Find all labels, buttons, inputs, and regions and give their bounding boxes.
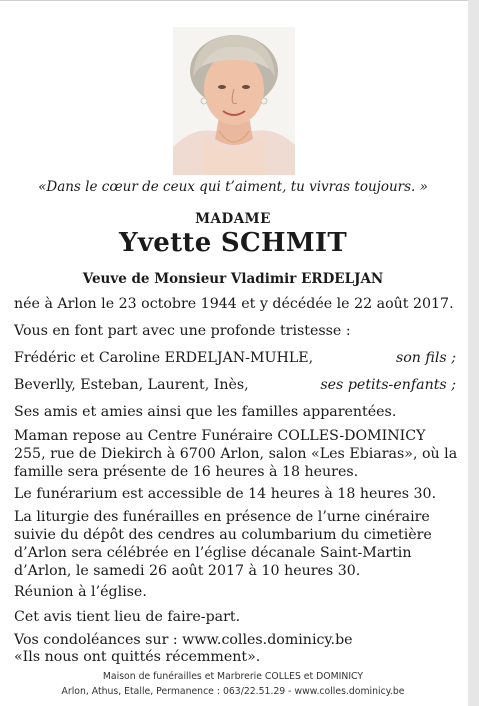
liturgy-line: La liturgie des funérailles en présence de l’urne cinéraire: [14, 509, 430, 525]
right-margin-bar: [468, 0, 479, 706]
liturgy-line: suivie du dépôt des cendres au columbarium du cimetière: [14, 527, 432, 543]
portrait-photo: [173, 27, 295, 175]
birth-death-line: née à Arlon le 23 octobre 1944 et y décédée le 22 août 2017.: [14, 296, 454, 312]
family-relation: son fils ;: [395, 350, 456, 366]
footer-contact: Arlon, Athus, Etalle, Permanence : 063/22.51.29 - www.colles.dominicy.be: [61, 686, 405, 697]
liturgy-paragraph: [14, 508, 464, 580]
rest-line: Maman repose au Centre Funéraire COLLES-DOMINICY: [14, 428, 426, 444]
rest-line: 255, rue de Diekirch à 6700 Arlon, salon «Les Ebiaras», où la: [14, 446, 458, 462]
family-relation: ses petits-enfants ;: [320, 377, 456, 393]
family-names: Frédéric et Caroline ERDELJAN-MUHLE,: [14, 350, 314, 366]
funerarium-line: Le funérarium est accessible de 14 heures à 18 heures 30.: [14, 486, 437, 502]
notice-line: Cet avis tient lieu de faire-part.: [14, 609, 241, 625]
liturgy-line: d’Arlon sera célébrée en l’église décanale Saint-Martin: [14, 545, 412, 561]
footer-company: Maison de funérailles et Marbrerie COLLES et DOMINICY: [102, 671, 364, 682]
rest-paragraph: [14, 427, 464, 481]
family-row: [14, 349, 456, 367]
family-names: Beverlly, Esteban, Laurent, Inès,: [14, 377, 249, 393]
epitaph-quote: «Dans le cœur de ceux qui t’aiment, tu vivras toujours. »: [38, 179, 428, 195]
announcement-line: Vous en font part avec une profonde tristesse :: [14, 323, 351, 339]
rest-line: famille sera présente de 16 heures à 18 heures.: [14, 464, 359, 480]
reunion-line: Réunion à l’église.: [14, 584, 147, 600]
condolences-line: Vos condoléances sur : www.colles.dominicy.be: [14, 632, 353, 648]
family-row: [14, 376, 456, 394]
deceased-name: Yvette SCHMIT: [118, 228, 348, 258]
honorific: MADAME: [195, 211, 271, 227]
portrait-image: [173, 27, 295, 175]
tagline: «Ils nous ont quittés récemment».: [14, 649, 261, 665]
spouse-line: Veuve de Monsieur Vladimir ERDELJAN: [82, 271, 384, 287]
liturgy-line: d’Arlon, le samedi 26 août 2017 à 10 heures 30.: [14, 563, 361, 579]
friends-line: Ses amis et amies ainsi que les familles apparentées.: [14, 404, 397, 420]
